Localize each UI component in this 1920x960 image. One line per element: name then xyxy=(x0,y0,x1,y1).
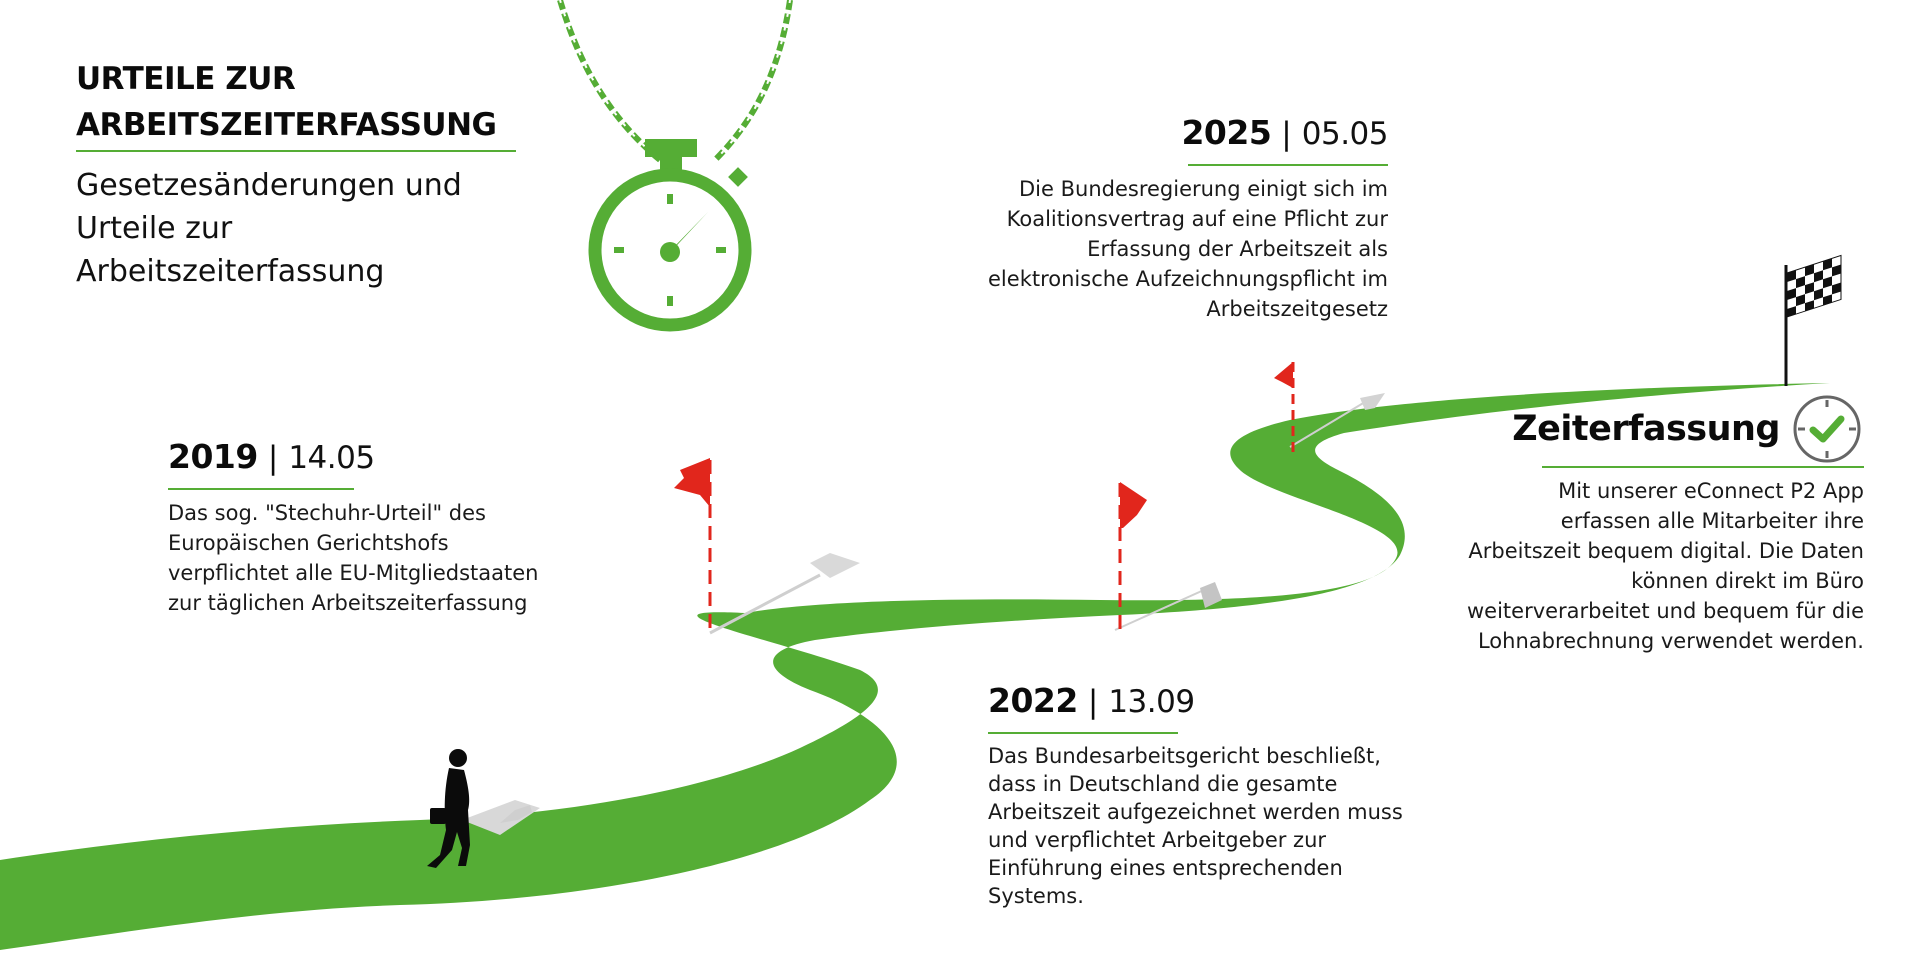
page-title-line: URTEILE ZUR xyxy=(76,61,296,97)
zeiterfassung-text-line: Lohnabrechnung verwendet werden. xyxy=(1477,629,1864,653)
event-description xyxy=(988,742,1403,910)
event-text-line: Das sog. "Stechuhr-Urteil" des xyxy=(168,501,486,525)
event-heading xyxy=(168,434,538,486)
event-text-line: Arbeitszeitgesetz xyxy=(1206,297,1388,321)
event-text-line: Koalitionsvertrag auf eine Pflicht zur xyxy=(1006,207,1388,231)
page-subtitle xyxy=(76,164,536,293)
event-heading xyxy=(988,110,1388,162)
event-year: 2022 xyxy=(988,681,1078,720)
zeiterfassung-title: Zeiterfassung xyxy=(1512,409,1780,449)
zeiterfassung-block xyxy=(1467,392,1864,656)
event-text-line: verpflichtet alle EU-Mitgliedstaaten xyxy=(168,561,539,585)
timeline-event-2025 xyxy=(988,110,1388,324)
event-text-line: Europäischen Gerichtshofs xyxy=(168,531,449,555)
subtitle-line: Arbeitszeiterfassung xyxy=(76,254,385,289)
event-text-line: elektronische Aufzeichnungspflicht im xyxy=(988,267,1388,291)
event-text-line: Systems. xyxy=(988,884,1084,908)
timeline-event-2022 xyxy=(988,678,1403,910)
event-separator: | xyxy=(267,440,279,476)
event-text-line: und verpflichtet Arbeitgeber zur xyxy=(988,828,1327,852)
zeiterfassung-description xyxy=(1467,476,1864,656)
event-date: 13.09 xyxy=(1108,684,1195,720)
event-underline xyxy=(1188,164,1388,166)
event-description xyxy=(168,498,538,618)
event-text-line: Erfassung der Arbeitszeit als xyxy=(1087,237,1388,261)
page-title xyxy=(76,56,536,148)
event-heading xyxy=(988,678,1403,730)
zeiterfassung-heading xyxy=(1467,392,1864,466)
event-text-line: Einführung eines entsprechenden xyxy=(988,856,1343,880)
page-title-line: ARBEITSZEITERFASSUNG xyxy=(76,107,497,143)
event-year: 2019 xyxy=(168,437,258,476)
timeline-event-2019 xyxy=(168,434,538,618)
event-text-line: dass in Deutschland die gesamte xyxy=(988,772,1338,796)
title-underline xyxy=(76,150,516,152)
header xyxy=(76,56,536,293)
stopwatch-icon xyxy=(560,0,790,325)
event-text-line: Arbeitszeit aufgezeichnet werden muss xyxy=(988,800,1403,824)
zeiterfassung-text-line: erfassen alle Mitarbeiter ihre xyxy=(1560,509,1864,533)
zeiterfassung-underline xyxy=(1542,466,1864,468)
event-separator: | xyxy=(1087,684,1099,720)
event-date: 14.05 xyxy=(288,440,375,476)
event-underline xyxy=(168,488,354,490)
checkered-flag-icon xyxy=(1786,255,1841,386)
event-year: 2025 xyxy=(1181,113,1272,152)
event-description xyxy=(988,174,1388,324)
event-separator: | xyxy=(1281,116,1292,152)
subtitle-line: Urteile zur xyxy=(76,211,233,246)
subtitle-line: Gesetzesänderungen und xyxy=(76,168,462,203)
zeiterfassung-text-line: Arbeitszeit bequem digital. Die Daten xyxy=(1468,539,1864,563)
event-text-line: Das Bundesarbeitsgericht beschließt, xyxy=(988,744,1381,768)
zeiterfassung-text-line: weiterverarbeitet und bequem für die xyxy=(1466,599,1864,623)
event-date: 05.05 xyxy=(1301,116,1388,152)
zeiterfassung-text-line: Mit unserer eConnect P2 App xyxy=(1558,479,1864,503)
event-underline xyxy=(988,732,1178,734)
zeiterfassung-text-line: können direkt im Büro xyxy=(1631,569,1864,593)
clock-check-icon xyxy=(1790,392,1864,466)
event-text-line: zur täglichen Arbeitszeiterfassung xyxy=(168,591,528,615)
event-text-line: Die Bundesregierung einigt sich im xyxy=(1019,177,1388,201)
